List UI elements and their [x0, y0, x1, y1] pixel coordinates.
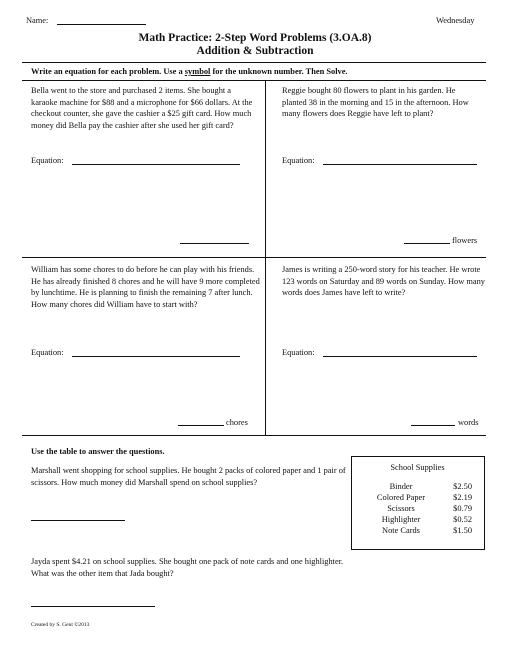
- table-question-2-answer-field[interactable]: [31, 606, 155, 607]
- problem-1-equation-field[interactable]: [72, 164, 240, 165]
- table-question-1-answer-field[interactable]: [31, 520, 125, 521]
- supply-item-price: $2.50: [453, 482, 472, 491]
- supply-item-name: Note Cards: [382, 526, 420, 535]
- table-question-2: Jayda spent $4.21 on school supplies. She bought one pack of note cards and one highlighter. What was the other item that Jada bought?: [31, 557, 344, 578]
- footer-credit: Created by S. Gent ©2013: [31, 622, 90, 628]
- instructions-divider: [22, 80, 486, 81]
- supply-item-price: $0.52: [453, 515, 472, 524]
- problem-3-equation-field[interactable]: [72, 356, 240, 357]
- grid-horizontal-divider: [22, 257, 486, 258]
- supplies-table-title: School Supplies: [390, 463, 445, 472]
- problem-3-equation-label: Equation:: [31, 348, 64, 357]
- header-divider: [22, 62, 486, 63]
- worksheet-subtitle: Addition & Subtraction: [196, 45, 314, 57]
- table-question-1: Marshall went shopping for school supplies. He bought 2 packs of colored paper and 1 pair of scissors. How much money did Marshall spend on school supplies?: [31, 466, 346, 487]
- day-label: Wednesday: [436, 16, 475, 25]
- instructions-text-after: for the unknown number. Then Solve.: [210, 67, 348, 76]
- supplies-table: [366, 481, 472, 536]
- supply-item-name: Binder: [389, 482, 413, 491]
- problem-2-equation-field[interactable]: [323, 164, 477, 165]
- supply-item-price: $2.19: [453, 493, 472, 502]
- instructions-text-before: Write an equation for each problem. Use a: [31, 67, 185, 76]
- grid-bottom-divider: [22, 435, 486, 436]
- supply-item-name: Colored Paper: [376, 493, 426, 502]
- problem-2-answer-unit: flowers: [452, 236, 478, 245]
- problem-2-answer-field[interactable]: [404, 243, 450, 244]
- problem-3-answer-field[interactable]: [178, 425, 224, 426]
- instructions-symbol-word: symbol: [184, 67, 211, 76]
- table-section-heading: Use the table to answer the questions.: [31, 447, 165, 456]
- worksheet-title: Math Practice: 2-Step Word Problems (3.OA.8): [138, 32, 372, 44]
- problem-1-answer-field[interactable]: [180, 243, 249, 244]
- problem-4-answer-unit: words: [458, 418, 479, 427]
- problem-3-answer-unit: chores: [226, 418, 248, 427]
- supplies-row: [366, 503, 472, 514]
- name-field[interactable]: [57, 24, 146, 25]
- problem-4-equation-label: Equation:: [282, 348, 315, 357]
- problem-2-equation-label: Equation:: [282, 156, 315, 165]
- problem-4-answer-field[interactable]: [411, 425, 455, 426]
- supplies-row: [366, 514, 472, 525]
- problem-4-text: James is writing a 250-word story for his teacher. He wrote 123 words on Saturday and 89 words on Sunday. How many words does James have left to write?: [282, 265, 485, 298]
- supply-item-price: $0.79: [453, 504, 472, 513]
- problem-1-equation-label: Equation:: [31, 156, 64, 165]
- supplies-row: [366, 481, 472, 492]
- supplies-row: [366, 525, 472, 536]
- supplies-table-box: [351, 456, 485, 550]
- supplies-row: [366, 492, 472, 503]
- supply-item-name: Scissors: [387, 504, 415, 513]
- problem-3-text: William has some chores to do before he can play with his friends. He has already finished 8 chores and he will have 9 more completed by lunchtime. He is planning to finish the remaining 7 after lunch. How many chores did William have to start with?: [31, 265, 260, 309]
- instructions: [31, 66, 348, 78]
- problem-1-text: Bella went to the store and purchased 2 items. She bought a karaoke machine for $88 and a microphone for $66 dollars. At the checkout counter, she gave the cashier a $25 gift card. How much money did Bella pay the cashier after she used her gift card?: [31, 86, 253, 130]
- problem-2-text: Reggie bought 80 flowers to plant in his garden. He planted 38 in the morning and 15 in the afternoon. How many flowers does Reggie have left to plant?: [282, 86, 469, 119]
- supply-item-price: $1.50: [453, 526, 472, 535]
- name-label: Name:: [26, 16, 49, 25]
- supply-item-name: Highlighter: [381, 515, 421, 524]
- problem-4-equation-field[interactable]: [323, 356, 477, 357]
